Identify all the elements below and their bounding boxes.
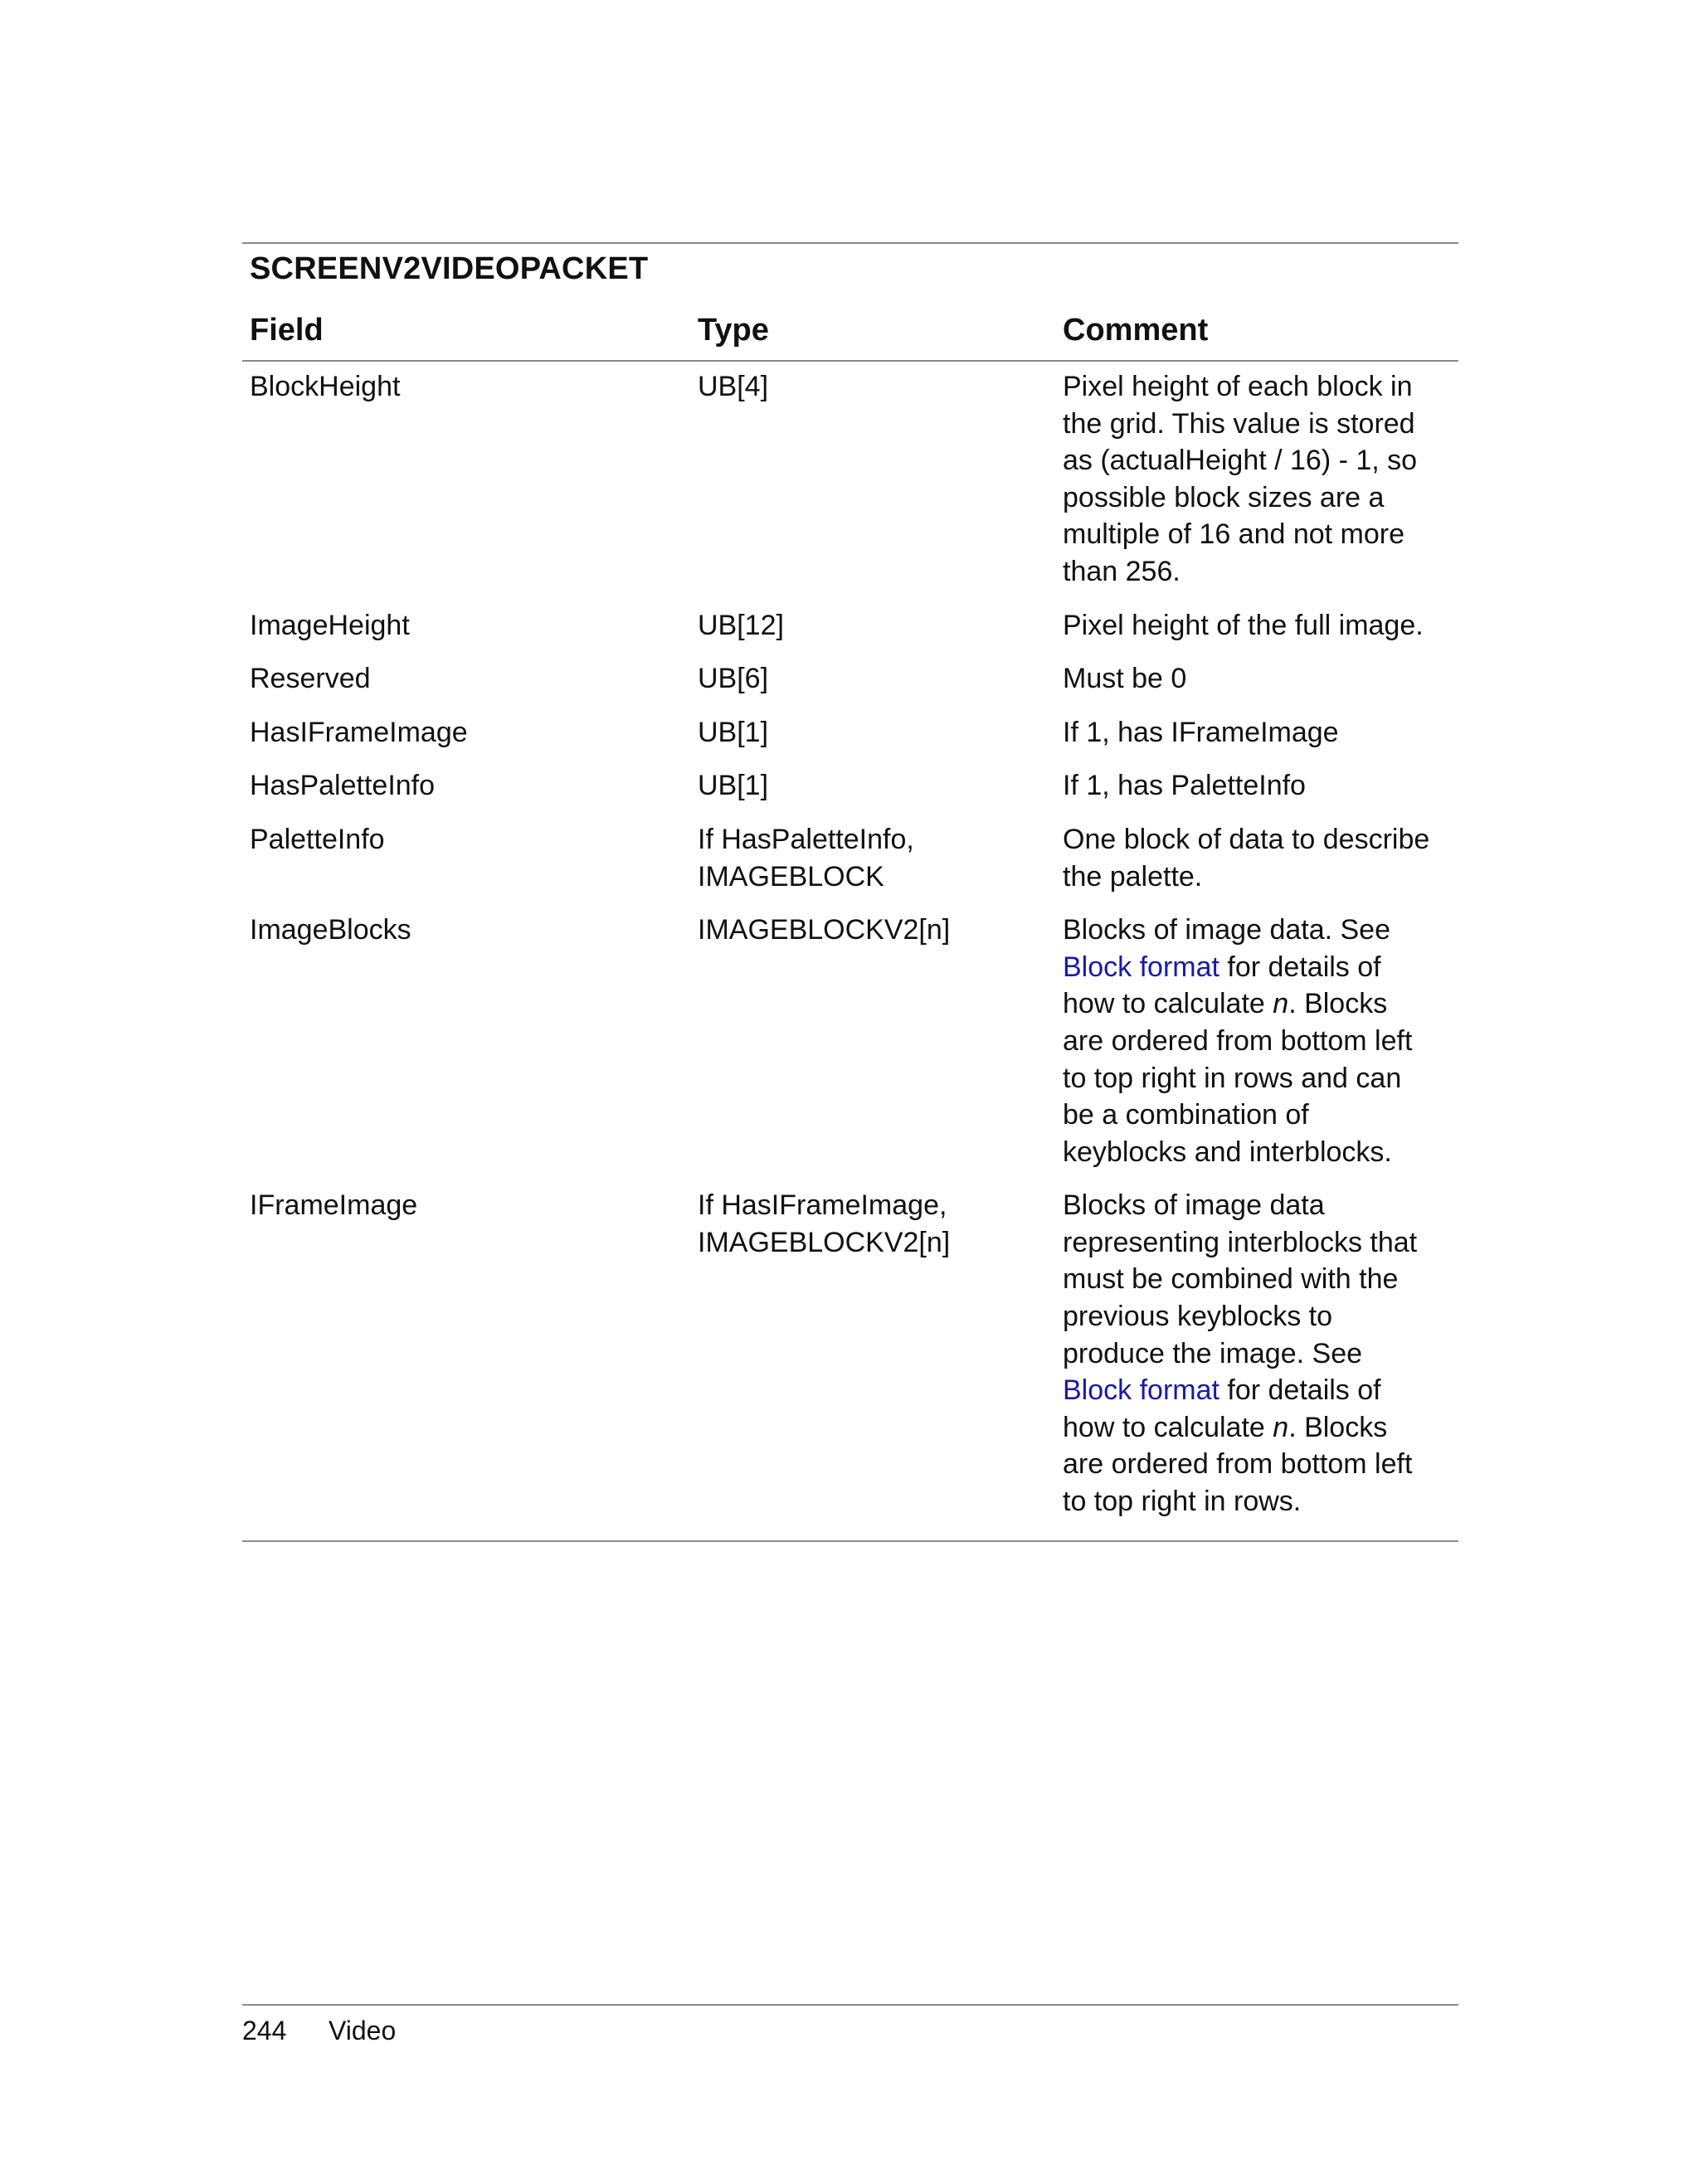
page-number: 244 (242, 2016, 287, 2045)
comment-text: . Blocks (1288, 1411, 1388, 1443)
field-comment (1063, 912, 1458, 1170)
field-type (698, 1187, 1063, 1520)
footer-text (242, 2006, 1458, 2047)
comment-line: to top right in rows. (1063, 1486, 1302, 1518)
field-type (698, 912, 1063, 1170)
header-type: Type (698, 313, 769, 348)
comment-line: Pixel height of the full image. (1063, 609, 1424, 641)
comment-line: to top right in rows and can (1063, 1062, 1402, 1094)
field-name: HasIFrameImage (250, 716, 468, 748)
comment-line: representing interblocks that (1063, 1226, 1418, 1258)
field-name: HasPaletteInfo (250, 770, 436, 802)
field-comment (1063, 821, 1458, 895)
comment-line: than 256. (1063, 555, 1181, 587)
comment-line: produce the image. See (1063, 1337, 1363, 1369)
header-field: Field (250, 313, 324, 348)
comment-line: Must be 0 (1063, 663, 1187, 695)
comment-line: as (actualHeight / 16) - 1, so (1063, 445, 1418, 477)
field-name: ImageBlocks (250, 914, 411, 946)
comment-text: for details of (1219, 1374, 1381, 1407)
comment-text: how to calculate (1063, 988, 1273, 1020)
comment-text: for details of (1219, 951, 1381, 983)
field-name: BlockHeight (250, 371, 401, 402)
table-row (242, 821, 1458, 895)
type-line: UB[6] (698, 663, 769, 695)
table-row (242, 607, 1458, 644)
comment-line: possible block sizes are a (1063, 481, 1385, 513)
field-name: PaletteInfo (250, 823, 385, 855)
block-format-link[interactable]: Block format (1063, 1374, 1219, 1407)
field-type (698, 767, 1063, 805)
comment-line: Blocks of image data (1063, 1189, 1325, 1222)
field-name: IFrameImage (250, 1189, 418, 1222)
type-line: If HasPaletteInfo, (698, 823, 914, 855)
comment-line (1063, 949, 1458, 986)
field-comment (1063, 607, 1458, 644)
comment-text: how to calculate (1063, 1411, 1273, 1443)
comment-line (1063, 1372, 1458, 1409)
field-type (698, 368, 1063, 591)
variable-n: n (1273, 1411, 1289, 1443)
table-row (242, 912, 1458, 1170)
comment-line: Blocks of image data. See (1063, 914, 1391, 946)
type-line: IMAGEBLOCKV2[n] (698, 914, 951, 946)
field-name: ImageHeight (250, 609, 410, 641)
table-row (242, 714, 1458, 752)
comment-text: . Blocks (1288, 988, 1388, 1020)
comment-line: previous keyblocks to (1063, 1301, 1333, 1333)
comment-line: be a combination of (1063, 1099, 1309, 1131)
comment-line: are ordered from bottom left (1063, 1448, 1413, 1481)
table-row (242, 767, 1458, 805)
field-comment (1063, 660, 1458, 698)
comment-line: If 1, has PaletteInfo (1063, 770, 1306, 802)
table-header-row (242, 295, 1458, 360)
comment-line: must be combined with the (1063, 1263, 1399, 1296)
field-type (698, 821, 1063, 895)
field-name: Reserved (250, 663, 371, 695)
variable-n: n (1273, 988, 1289, 1020)
field-comment (1063, 1187, 1458, 1520)
type-line: UB[4] (698, 371, 769, 402)
table-row (242, 1187, 1458, 1520)
field-comment (1063, 767, 1458, 805)
comment-line: multiple of 16 and not more (1063, 518, 1405, 551)
type-line: UB[12] (698, 609, 784, 641)
type-line: IMAGEBLOCK (698, 860, 884, 893)
field-comment (1063, 368, 1458, 591)
table-bottom-rule (242, 1540, 1458, 1542)
comment-line: the palette. (1063, 860, 1203, 893)
table-row (242, 368, 1458, 591)
type-line: If HasIFrameImage, (698, 1189, 947, 1222)
comment-line (1063, 1409, 1458, 1447)
table-title: SCREENV2VIDEOPACKET (250, 251, 649, 286)
header-comment: Comment (1063, 313, 1209, 348)
table-row (242, 660, 1458, 698)
field-table (242, 242, 1458, 1542)
page-footer (242, 2004, 1458, 2047)
comment-line: the grid. This value is stored (1063, 407, 1415, 440)
comment-line: Pixel height of each block in (1063, 371, 1413, 402)
section-name: Video (329, 2016, 397, 2045)
comment-line: are ordered from bottom left (1063, 1024, 1413, 1057)
table-body (242, 362, 1458, 1540)
field-type (698, 714, 1063, 752)
field-comment (1063, 714, 1458, 752)
comment-line (1063, 985, 1458, 1023)
field-type (698, 660, 1063, 698)
type-line: IMAGEBLOCKV2[n] (698, 1226, 951, 1258)
comment-line: keyblocks and interblocks. (1063, 1136, 1392, 1168)
field-type (698, 607, 1063, 644)
block-format-link[interactable]: Block format (1063, 951, 1219, 983)
comment-line: If 1, has IFrameImage (1063, 716, 1339, 748)
type-line: UB[1] (698, 716, 769, 748)
type-line: UB[1] (698, 770, 769, 802)
comment-line: One block of data to describe (1063, 823, 1430, 855)
